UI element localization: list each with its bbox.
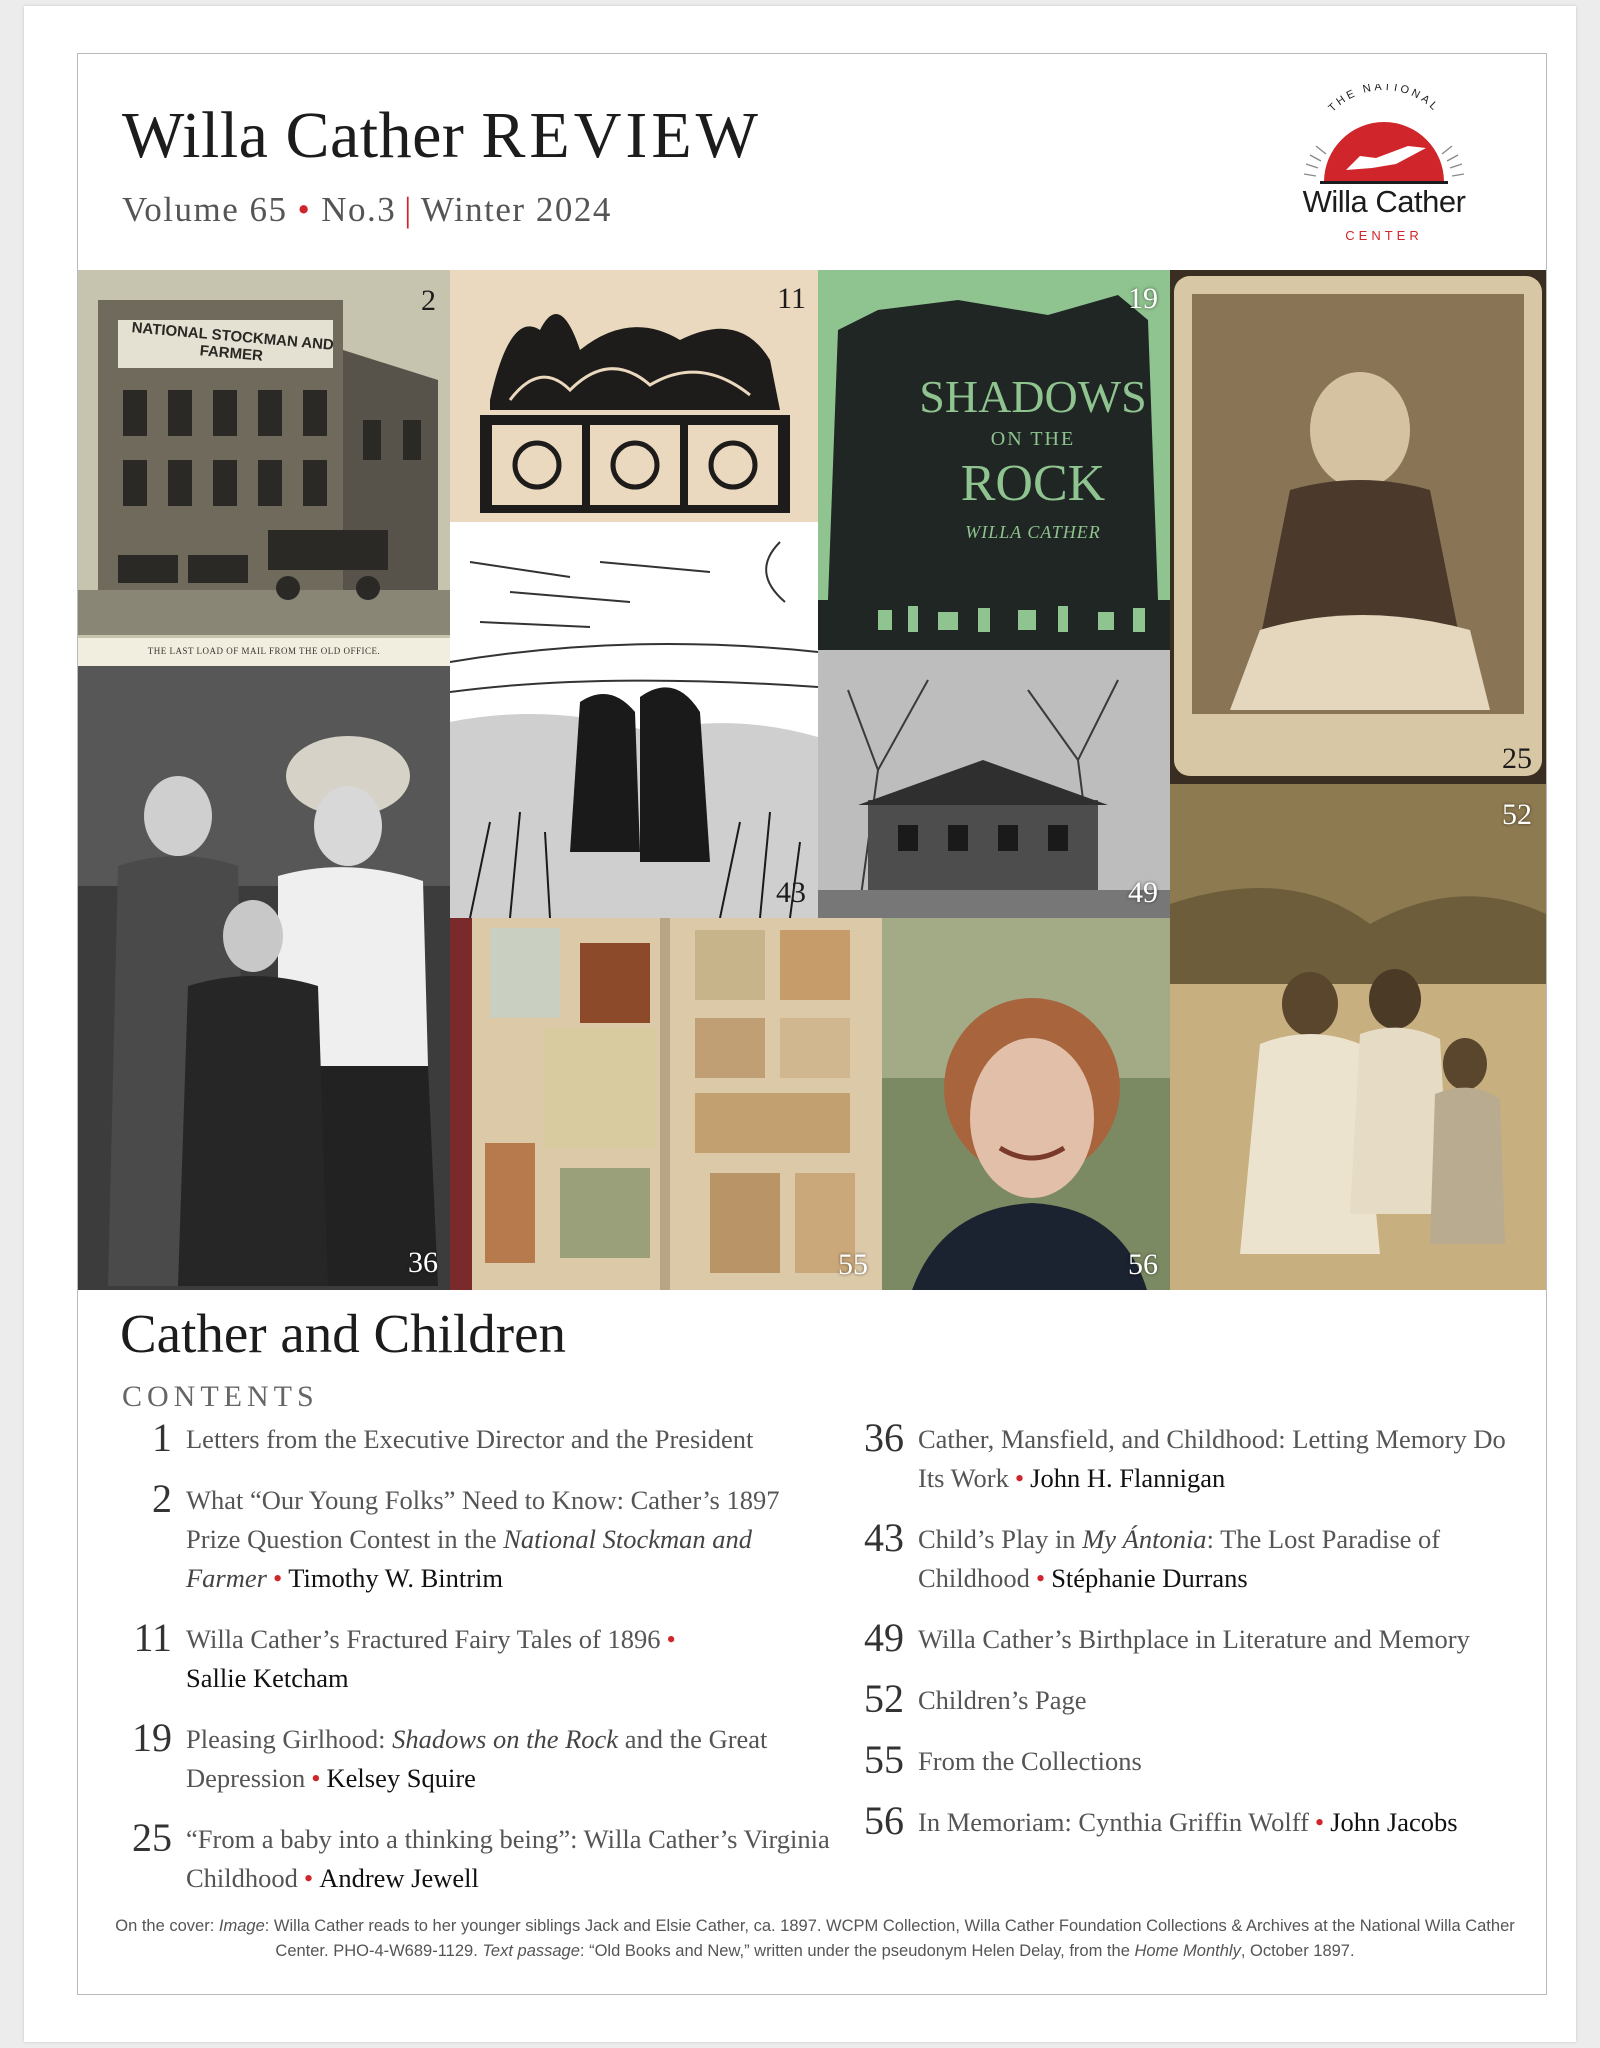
toc-page-number: 43 [864, 1515, 904, 1560]
toc-page-number: 2 [152, 1476, 172, 1521]
page-number-19: 19 [1128, 282, 1158, 315]
toc-separator: • [1014, 1463, 1025, 1493]
toc-entry[interactable] [118, 1615, 838, 1698]
toc-separator: • [272, 1563, 283, 1593]
volume-label: Volume 65 [122, 190, 288, 229]
page-number-49: 49 [1128, 876, 1158, 909]
shadows-on-the-rock-cover [818, 270, 1170, 650]
toc-entry-title: Willa Cather’s Fractured Fairy Tales of 1896 [186, 1624, 661, 1654]
toc-page-number: 49 [864, 1615, 904, 1660]
toc-entry-title-rest: : The Lost Paradise of Childhood [918, 1524, 1441, 1593]
photo-stockman-building [78, 270, 450, 666]
stockman-caption: THE LAST LOAD OF MAIL FROM THE OLD OFFICE. [147, 646, 381, 656]
toc-entry-title: “From a baby into a thinking being”: Willa Cather’s Virginia Childhood [186, 1824, 830, 1893]
contents-heading: CONTENTS [122, 1380, 319, 1413]
toc-page-number: 19 [132, 1715, 172, 1760]
toc-page-number: 1 [152, 1415, 172, 1460]
cover-note-passage-text: : “Old Books and New,” written under the pseudonym Helen Delay, from the [579, 1942, 1135, 1960]
page-number-56: 56 [1128, 1248, 1158, 1281]
cover-note-lead: On the cover: [115, 1917, 219, 1935]
baby-photo-illustration [1170, 270, 1546, 784]
book-author: WILLA CATHER [965, 522, 1101, 542]
issue-dot: • [297, 190, 312, 229]
book-title-shadows: SHADOWS [919, 371, 1147, 422]
toc-author: John H. Flannigan [1030, 1463, 1226, 1493]
toc-separator: • [1314, 1807, 1325, 1837]
siblings-photo-illustration [78, 666, 450, 1290]
toc-page-number: 56 [864, 1798, 904, 1843]
cover-credit-note [110, 1914, 1520, 1964]
toc-separator: • [303, 1863, 314, 1893]
book-title-on-the: ON THE [990, 428, 1076, 450]
page-number-43: 43 [776, 876, 806, 909]
toc-entry[interactable] [118, 1476, 838, 1598]
toc-page-number: 36 [864, 1415, 904, 1460]
children-reading-photo [1170, 784, 1546, 1290]
toc-entry-title: Children’s Page [918, 1685, 1087, 1715]
toc-author: Timothy W. Bintrim [288, 1563, 504, 1593]
page-number-55: 55 [838, 1248, 868, 1281]
logo-sunrise-icon [1276, 84, 1492, 184]
toc-separator: • [666, 1624, 676, 1654]
cover-note-image-text: : Willa Cather reads to her younger siblings Jack and Elsie Cather, ca. 1897. WCPM Collection, Willa Cather Foundation Collections & Archives at the National Willa Cather Center. PHO-4-W689-1129. [264, 1917, 1515, 1960]
toc-entry-title: Letters from the Executive Director and the President [186, 1424, 754, 1454]
toc-separator: • [1035, 1563, 1046, 1593]
toc-author: Stéphanie Durrans [1051, 1563, 1248, 1593]
cover-note-passage-label: Text passage [482, 1942, 580, 1960]
building-sign-text: NATIONAL STOCKMAN AND FARMER [130, 319, 335, 365]
book-title-rock: ROCK [960, 455, 1106, 512]
toc-page-number: 25 [132, 1815, 172, 1860]
issue-theme-title: Cather and Children [120, 1303, 566, 1364]
page-number-25: 25 [1502, 742, 1532, 775]
issue-bar: | [404, 190, 413, 229]
prairie-sketch [450, 522, 818, 918]
page-number-36: 36 [408, 1246, 438, 1279]
toc-entry[interactable] [118, 1715, 838, 1798]
fairy-tale-woodcut [450, 270, 818, 522]
page-number-52: 52 [1502, 798, 1532, 831]
toc-left-column [118, 1415, 838, 1920]
cynthia-griffin-wolff-portrait [882, 918, 1170, 1290]
logo-wordmark: Willa Cather [1302, 184, 1466, 219]
cover-note-image-label: Image [218, 1917, 265, 1935]
cover-note-tail: , October 1897. [1240, 1942, 1355, 1960]
baby-portrait-photo [1170, 270, 1546, 784]
season-label: Winter 2024 [420, 190, 612, 229]
portrait-illustration [882, 918, 1170, 1290]
toc-entry-title: What “Our Young Folks” Need to Know: Cather’s 1897 Prize Question Contest in the [186, 1485, 780, 1554]
cover-note-magazine: Home Monthly [1134, 1942, 1241, 1960]
toc-entry[interactable] [850, 1515, 1510, 1598]
number-label: No.3 [321, 190, 397, 229]
toc-entry[interactable] [850, 1737, 1510, 1782]
journal-title-caps: REVIEW [481, 99, 762, 172]
journal-title [122, 98, 762, 174]
logo-arc-text: THE NATIONAL [1326, 84, 1442, 115]
toc-entry[interactable] [850, 1615, 1510, 1660]
toc-entry-italic-title: Shadows on the Rock [392, 1724, 619, 1754]
willa-cather-center-logo [1276, 84, 1492, 254]
birthplace-house-photo [818, 650, 1170, 918]
prairie-sketch-illustration [450, 522, 818, 918]
toc-entry[interactable] [850, 1415, 1510, 1498]
toc-right-column [850, 1415, 1510, 1864]
cather-siblings-photo [78, 666, 450, 1290]
cover-collage [78, 270, 1546, 1290]
toc-author: Kelsey Squire [326, 1763, 476, 1793]
toc-entry-title: Child’s Play in [918, 1524, 1083, 1554]
toc-entry-title: Cather, Mansfield, and Childhood: Letting Memory Do Its Work [918, 1424, 1506, 1493]
svg-text:THE NATIONAL [1326, 84, 1441, 115]
toc-author: John Jacobs [1330, 1807, 1458, 1837]
journal-title-main: Willa Cather [122, 99, 465, 172]
toc-entry[interactable] [850, 1798, 1510, 1843]
children-photo-illustration [1170, 784, 1546, 1290]
scrapbook-collection-photo [450, 918, 882, 1290]
toc-page-number: 11 [133, 1615, 172, 1660]
scrapbook-illustration [450, 918, 882, 1290]
toc-entry-title: In Memoriam: Cynthia Griffin Wolff [918, 1807, 1309, 1837]
toc-separator: • [311, 1763, 321, 1793]
toc-entry-title: Willa Cather’s Birthplace in Literature and Memory [918, 1624, 1470, 1654]
page-number-11: 11 [777, 282, 806, 315]
issue-line [122, 190, 612, 230]
logo-center-label: CENTER [1345, 228, 1423, 243]
toc-entry[interactable] [850, 1676, 1510, 1721]
toc-author: Andrew Jewell [319, 1863, 479, 1893]
toc-author: Sallie Ketcham [186, 1663, 349, 1693]
toc-entry[interactable] [118, 1415, 838, 1460]
woodcut-illustration [450, 270, 818, 522]
toc-entry[interactable] [118, 1815, 838, 1898]
page-number-2: 2 [421, 284, 436, 317]
toc-entry-title-rest: and the Great Depression [186, 1724, 768, 1793]
toc-page-number: 55 [864, 1737, 904, 1782]
toc-page-number: 52 [864, 1676, 904, 1721]
house-photo-illustration [818, 650, 1170, 918]
toc-entry-italic-title: National Stockman and Farmer [186, 1524, 753, 1593]
toc-entry-title: From the Collections [918, 1746, 1142, 1776]
toc-entry-italic-title: My Ántonia [1082, 1524, 1207, 1554]
toc-entry-title: Pleasing Girlhood: [186, 1724, 393, 1754]
